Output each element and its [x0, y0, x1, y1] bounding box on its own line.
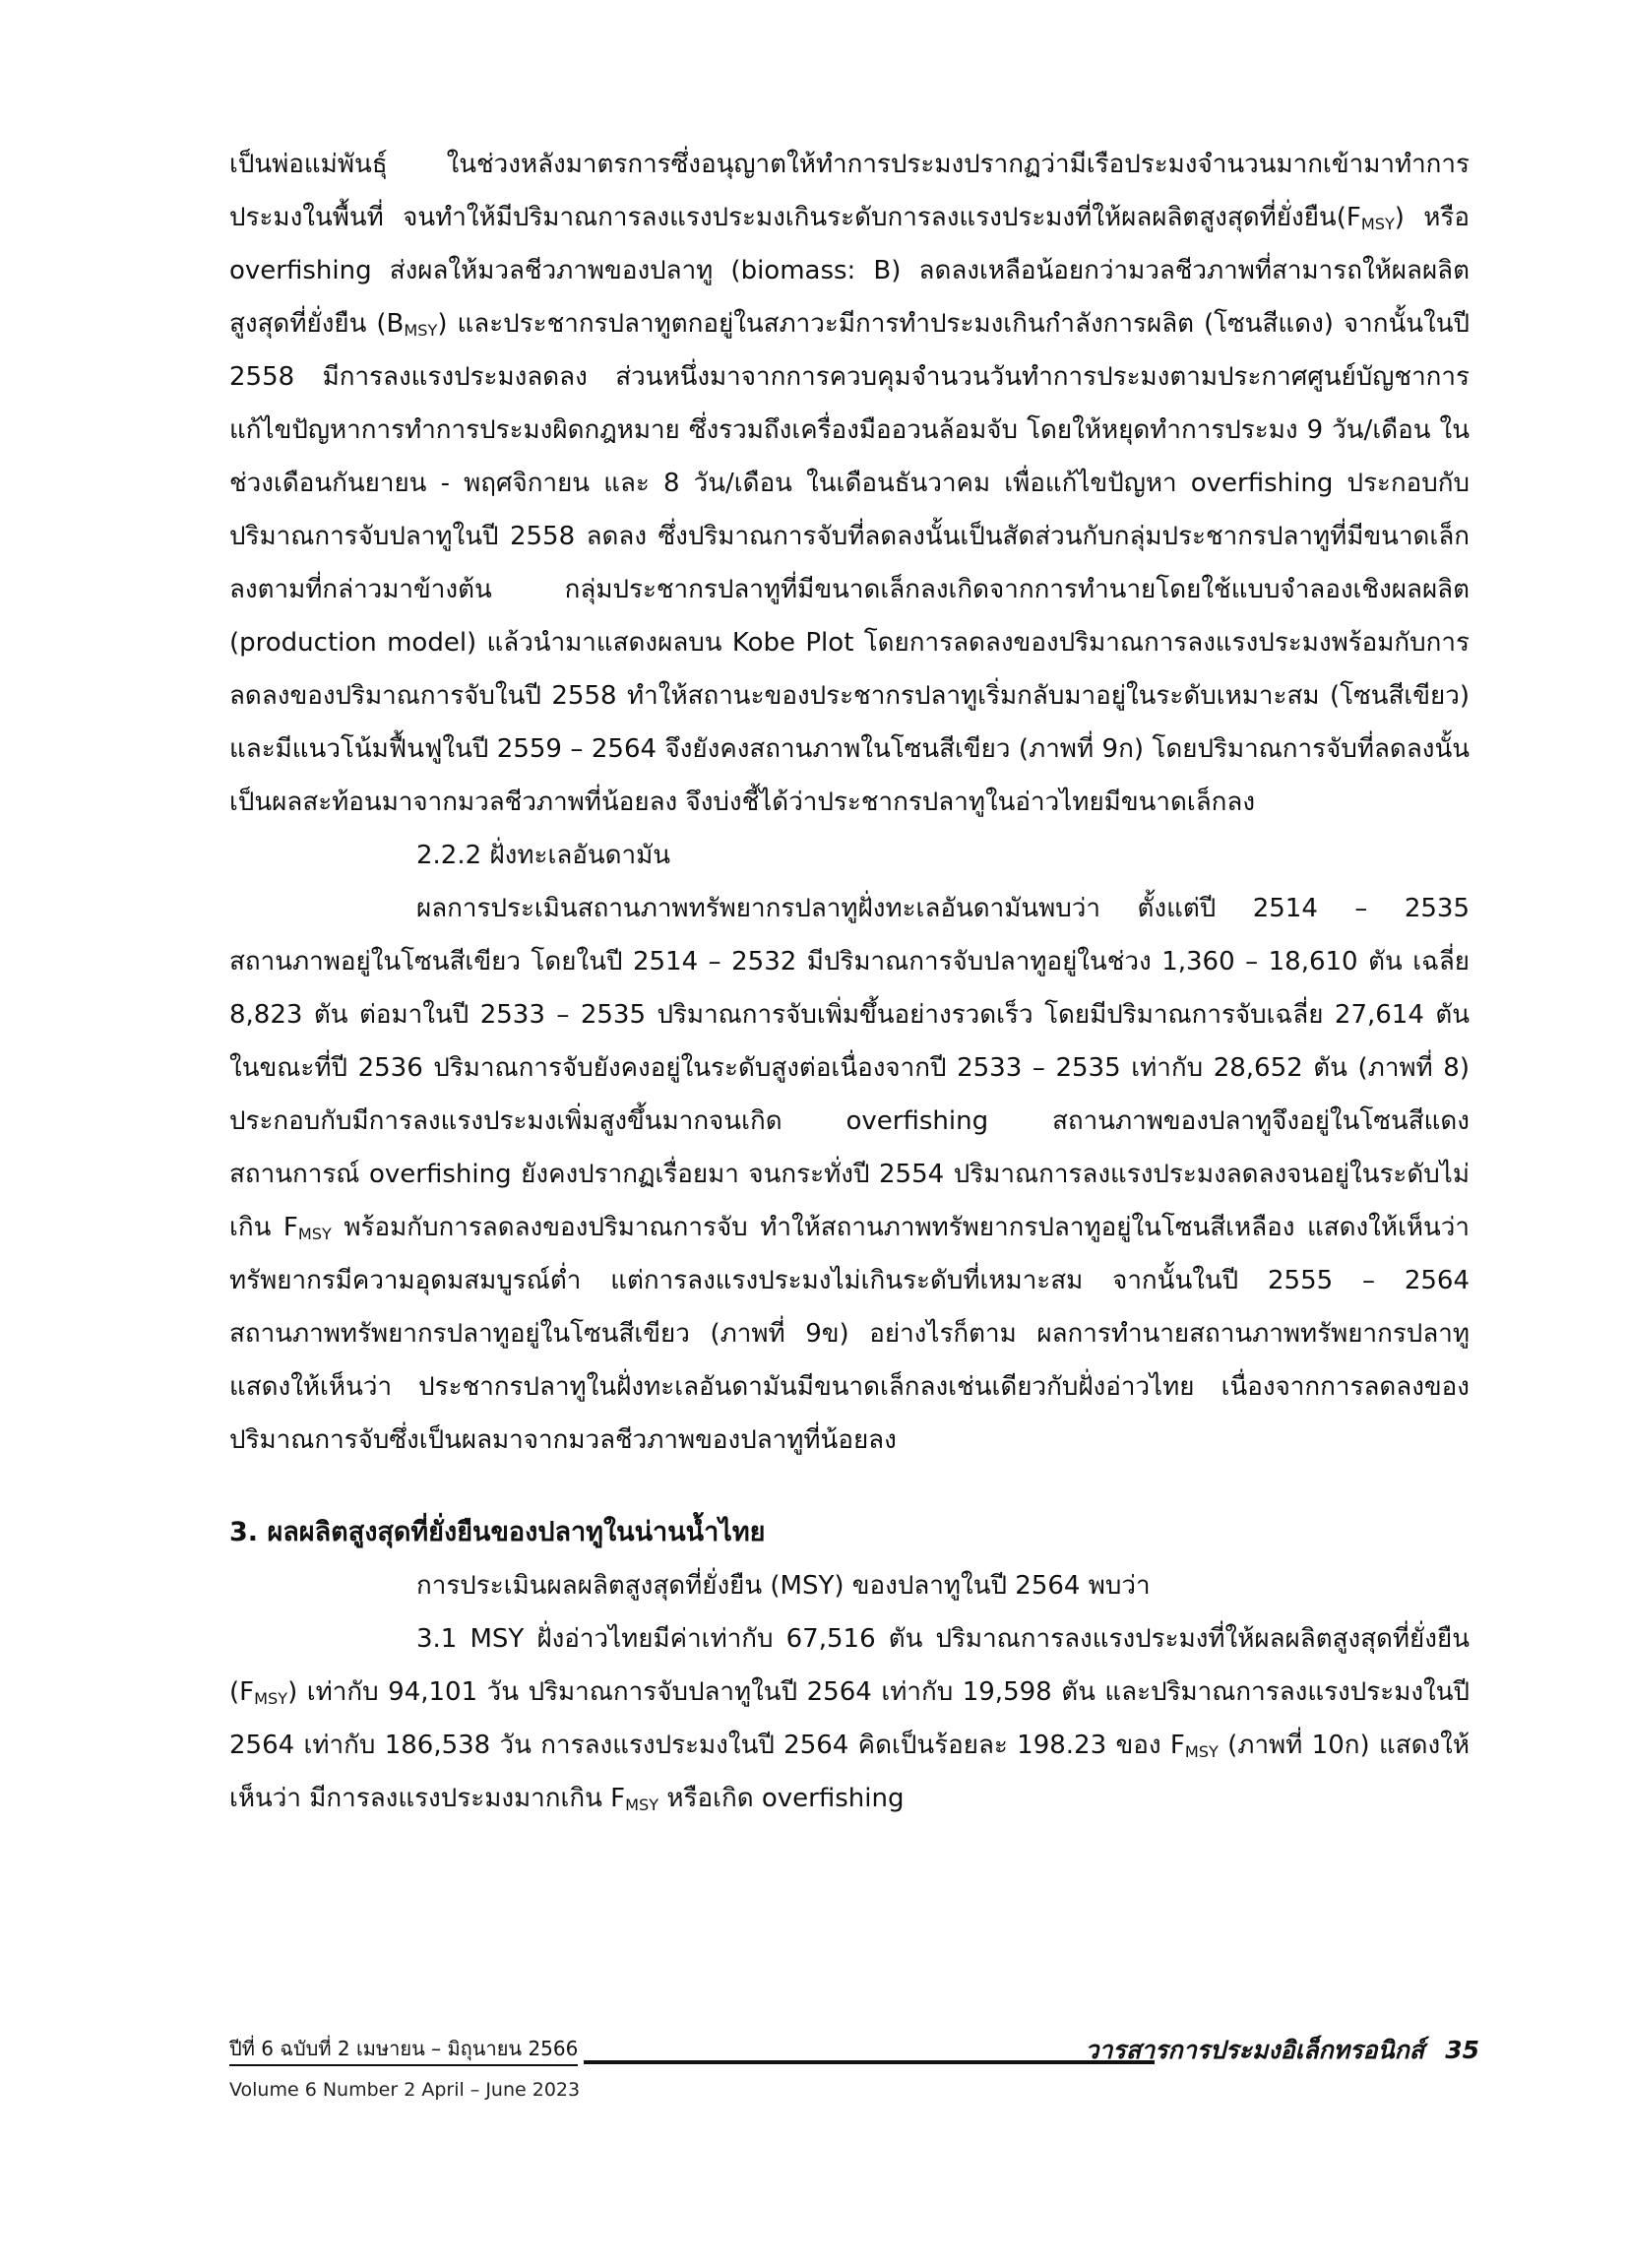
paragraph-text: ) เท่ากับ 94,101 วัน ปริมาณการจับปลาทูในปี 2564 เท่ากับ 19,598 ตัน และปริมาณการลงแรงประมงในปี 2564 เท่ากับ 186,538 วัน การลงแรงประมงในปี 2564 คิดเป็นร้อยละ 198.23 ของ F: [229, 1677, 1470, 1760]
paragraph-msy-gulf: [229, 1612, 1470, 1825]
paragraph-text: หรือเกิด overfishing: [658, 1784, 905, 1813]
paragraph-text: 3.1 MSY ฝั่งอ่าวไทยมีค่าเท่ากับ 67,516 ตัน ปริมาณการลงแรงประมงที่ให้ผลผลิตสูงสุดที่ยั่งยืน (F: [229, 1624, 1470, 1707]
subscript-msy: MSY: [254, 1689, 288, 1709]
footer-issue-english: Volume 6 Number 2 April – June 2023: [229, 2079, 581, 2101]
paragraph-gulf-of-thailand-status: [229, 138, 1470, 829]
subscript-msy: MSY: [404, 321, 438, 341]
body-text: [229, 138, 1470, 1825]
paragraph-text: ) และประชากรปลาทูตกอยู่ในสภาวะมีการทำประมงเกินกำลังการผลิต (โซนสีแดง) จากนั้นในปี 2558 มีการลงแรงประมงลดลง ส่วนหนึ่งมาจากการควบคุมจำนวนวันทำการประมงตามประกาศศูนย์บัญชาการแก้ไขปัญหาการทำการประมงผิดกฎหมาย ซึ่งรวมถึงเครื่องมืออวนล้อมจับ โดยให้หยุดทำการประมง 9 วัน/เดือน ในช่วงเดือนกันยายน - พฤศจิกายน และ 8 วัน/เดือน ในเดือนธันวาคม เพื่อแก้ไขปัญหา overfishing ประกอบกับปริมาณการจับปลาทูในปี 2558 ลดลง ซึ่งปริมาณการจับที่ลดลงนั้นเป็นสัดส่วนกับกลุ่มประชากรปลาทูที่มีขนาดเล็กลงตามที่กล่าวมาข้างต้น กลุ่มประชากรปลาทูที่มีขนาดเล็กลงเกิดจากการทำนายโดยใช้แบบจำลองเชิงผลผลิต (production model) แล้วนำมาแสดงผลบน Kobe Plot โดยการลดลงของปริมาณการลงแรงประมงพร้อมกับการลดลงของปริมาณการจับในปี 2558 ทำให้สถานะของประชากรปลาทูเริ่มกลับมาอยู่ในระดับเหมาะสม (โซนสีเขียว) และมีแนวโน้มฟื้นฟูในปี 2559 – 2564 จึงยังคงสถานภาพในโซนสีเขียว (ภาพที่ 9ก) โดยปริมาณการจับที่ลดลงนั้นเป็นผลสะท้อนมาจากมวลชีวภาพที่น้อยลง จึงบ่งชี้ได้ว่าประชากรปลาทูในอ่าวไทยมีขนาดเล็กลง: [229, 309, 1471, 817]
paragraph-text: ) หรือ overfishing ส่งผลให้มวลชีวภาพของปลาทู (biomass: B) ลดลงเหลือน้อยกว่ามวลชีวภาพที่สามารถให้ผลผลิตสูงสุดที่ยั่งยืน (B: [229, 203, 1470, 339]
paragraph-text: (ภาพที่ 10ก) แสดงให้เห็นว่า มีการลงแรงประมงมากเกิน F: [229, 1731, 1470, 1813]
footer-divider: [584, 2060, 1155, 2064]
paragraph-text: พร้อมกับการลดลงของปริมาณการจับ ทำให้สถานภาพทรัพยากรปลาทูอยู่ในโซนสีเหลือง แสดงให้เห็นว่า ทรัพยากรมีความอุดมสมบูรณ์ต่ำ แต่การลงแรงประมงไม่เกินระดับที่เหมาะสม จากนั้นในปี 2555 – 2564 สถานภาพทรัพยากรปลาทูอยู่ในโซนสีเขียว (ภาพที่ 9ข) อย่างไรก็ตาม ผลการทำนายสถานภาพทรัพยากรปลาทูแสดงให้เห็นว่า ประชากรปลาทูในฝั่งทะเลอันดามันมีขนาดเล็กลงเช่นเดียวกับฝั่งอ่าวไทย เนื่องจากการลดลงของปริมาณการจับซึ่งเป็นผลมาจากมวลชีวภาพของปลาทูที่น้อยลง: [229, 1213, 1470, 1455]
subscript-msy: MSY: [297, 1225, 332, 1244]
footer-journal-title: วารสารการประมงอิเล็กทรอนิกส์: [1085, 2036, 1424, 2064]
paragraph-andaman-status: [229, 882, 1470, 1467]
paragraph-msy-intro: การประเมินผลผลิตสูงสุดที่ยั่งยืน (MSY) ของปลาทูในปี 2564 พบว่า: [416, 1571, 1151, 1601]
subscript-msy: MSY: [1184, 1742, 1219, 1762]
footer-top-line: [229, 2034, 1479, 2065]
page-number: 35: [1445, 2036, 1479, 2064]
subscript-msy: MSY: [625, 1796, 659, 1815]
footer-issue-thai: ปีที่ 6 ฉบับที่ 2 เมษายน – มิถุนายน 2566: [229, 2034, 578, 2066]
paragraph-text: (F: [1336, 203, 1361, 232]
paragraph-text: ผลการประเมินสถานภาพทรัพยากรปลาทูฝั่งทะเลอันดามันพบว่า ตั้งแต่ปี 2514 – 2535 สถานภาพอยู่ในโซนสีเขียว โดยในปี 2514 – 2532 มีปริมาณการจับปลาทูอยู่ในช่วง 1,360 – 18,610 ตัน เฉลี่ย 8,823 ตัน ต่อมาในปี 2533 – 2535 ปริมาณการจับเพิ่มขึ้นอย่างรวดเร็ว โดยมีปริมาณการจับเฉลี่ย 27,614 ตัน ในขณะที่ปี 2536 ปริมาณการจับยังคงอยู่ในระดับสูงต่อเนื่องจากปี 2533 – 2535 เท่ากับ 28,652 ตัน (ภาพที่ 8) ประกอบกับมีการลงแรงประมงเพิ่มสูงขึ้นมากจนเกิด overfishing สถานภาพของปลาทูจึงอยู่ในโซนสีแดง สถานการณ์ overfishing ยังคงปรากฏเรื่อยมา จนกระทั่งปี 2554 ปริมาณการลงแรงประมงลดลงจนอยู่ในระดับไม่เกิน F: [229, 894, 1470, 1242]
section-heading-msy: 3. ผลผลิตสูงสุดที่ยั่งยืนของปลาทูในน่านน้ำไทย: [229, 1517, 766, 1547]
subscript-msy: MSY: [1360, 215, 1395, 234]
subsection-heading-andaman: 2.2.2 ฝั่งทะเลอันดามัน: [416, 841, 671, 870]
paragraph-text: เป็นพ่อแม่พันธุ์ ในช่วงหลังมาตรการซึ่งอนุญาตให้ทำการประมงปรากฏว่ามีเรือประมงจำนวนมากเข้ามาทำการประมงในพื้นที่ จนทำให้มีปริมาณการลงแรงประมงเกินระดับการลงแรงประมงที่ให้ผลผลิตสูงสุดที่ยั่งยืน: [229, 150, 1470, 232]
page-footer: [229, 2034, 1479, 2105]
